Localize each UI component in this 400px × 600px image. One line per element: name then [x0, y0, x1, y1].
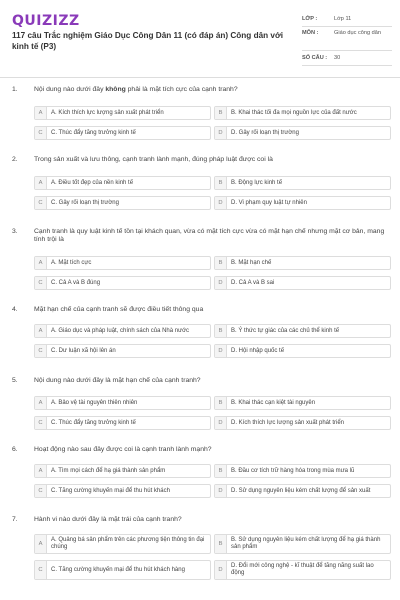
option-text: D. Cả A và B sai [231, 279, 275, 286]
option-d[interactable] [214, 196, 391, 210]
option-letter: B [215, 325, 227, 337]
option-letter: B [215, 465, 227, 477]
meta-value: Giáo dục công dân [334, 30, 381, 36]
option-c[interactable] [34, 196, 211, 210]
option-letter: A [35, 397, 47, 409]
option-b[interactable] [214, 106, 391, 120]
worksheet-title: 117 câu Trắc nghiệm Giáo Dục Công Dân 11 (có đáp án) Công dân với kinh tế (P3) [12, 31, 284, 51]
meta-label: SỐ CÂU : [302, 55, 328, 61]
option-d[interactable] [214, 560, 391, 580]
option-a[interactable] [34, 256, 211, 270]
meta-row-count [302, 51, 392, 66]
meta-value: Lớp 11 [334, 16, 352, 22]
option-text: B. Khai thác cạn kiệt tài nguyên [231, 399, 316, 406]
option-letter: B [215, 257, 227, 269]
question-text: Cạnh tranh là quy luật kinh tế tồn tại khách quan, vừa có mặt tích cực vừa có mặt hạn chế nhưng mặt cơ bản, mang tính trội là [34, 228, 385, 244]
option-a[interactable] [34, 464, 211, 478]
option-text: B. Đầu cơ tích trữ hàng hóa trong mùa mưa lũ [231, 467, 355, 474]
question-number: 6. [12, 446, 18, 453]
option-text: A. Mặt tích cực [51, 259, 92, 266]
option-letter: A [35, 257, 47, 269]
option-text: D. Gây rối loạn thị trường [231, 129, 299, 136]
option-letter: A [35, 535, 47, 553]
question-text: Trong sản xuất và lưu thông, cạnh tranh lành mạnh, đúng pháp luật được coi là [34, 156, 273, 163]
worksheet-meta [302, 14, 392, 66]
option-text: A. Giáo dục và pháp luật, chính sách của Nhà nước [51, 327, 190, 334]
option-b[interactable] [214, 534, 391, 554]
question-text: Nội dung nào dưới đây không phải là mặt tích cực của cạnh tranh? [34, 86, 238, 93]
option-b[interactable] [214, 464, 391, 478]
option-letter: D [215, 417, 227, 429]
meta-row-class [302, 14, 392, 27]
option-text: C. Cả A và B đúng [51, 279, 101, 286]
option-letter: A [35, 465, 47, 477]
option-text: B. Động lực kinh tế [231, 179, 283, 186]
meta-row-subject [302, 27, 392, 51]
option-b[interactable] [214, 256, 391, 270]
option-text: A. Bảo vệ tài nguyên thiên nhiên [51, 399, 138, 406]
option-letter: A [35, 325, 47, 337]
option-d[interactable] [214, 416, 391, 430]
option-letter: C [35, 277, 47, 289]
option-text: C. Gây rối loạn thị trường [51, 199, 119, 206]
option-letter: A [35, 107, 47, 119]
option-letter: C [35, 485, 47, 497]
option-letter: C [35, 417, 47, 429]
question-text: Nội dung nào dưới đây là mặt hạn chế của cạnh tranh? [34, 377, 201, 384]
option-b[interactable] [214, 176, 391, 190]
option-letter: D [215, 197, 227, 209]
meta-label: LỚP : [302, 16, 318, 22]
option-letter: D [215, 485, 227, 497]
option-d[interactable] [214, 276, 391, 290]
option-d[interactable] [214, 484, 391, 498]
option-text: A. Tìm mọi cách để hạ giá thành sản phẩm [51, 467, 166, 474]
option-b[interactable] [214, 324, 391, 338]
question-number: 1. [12, 86, 18, 93]
option-text: A. Kích thích lực lượng sản xuất phát triển [51, 109, 164, 116]
option-text: C. Thúc đẩy tăng trưởng kinh tế [51, 419, 136, 426]
question-text: Hành vi nào dưới đây là mặt trái của cạnh tranh? [34, 516, 182, 523]
option-letter: B [215, 107, 227, 119]
option-d[interactable] [214, 126, 391, 140]
option-text: B. Sử dụng nguyên liệu kém chất lượng để hạ giá thành sản phẩm [231, 537, 381, 550]
option-text: D. Kích thích lực lượng sản xuất phát triển [231, 419, 345, 426]
option-letter: C [35, 127, 47, 139]
option-c[interactable] [34, 416, 211, 430]
option-letter: D [215, 127, 227, 139]
option-text: C. Thúc đẩy tăng trưởng kinh tế [51, 129, 136, 136]
option-letter: B [215, 397, 227, 409]
option-a[interactable] [34, 534, 211, 554]
question-number: 5. [12, 377, 18, 384]
option-text: C. Tăng cường khuyến mại để thu hút khách hàng [51, 566, 185, 573]
quizizz-logo: QUIZIZZ [12, 13, 80, 29]
option-letter: D [215, 277, 227, 289]
question-text: Mặt hạn chế của cạnh tranh sẽ được điều tiết thông qua [34, 306, 204, 313]
option-text: D. Đổi mới công nghệ - kĩ thuật để tăng năng suất lao động [231, 563, 374, 576]
option-text: B. Khai thác tối đa mọi nguồn lực của đất nước [231, 109, 357, 116]
question-number: 2. [12, 156, 18, 163]
option-text: D. Sử dụng nguyên liệu kém chất lượng để sản xuất [231, 487, 371, 494]
option-text: D. Hội nhập quốc tế [231, 347, 285, 354]
option-c[interactable] [34, 126, 211, 140]
option-letter: D [215, 345, 227, 357]
question-number: 4. [12, 306, 18, 313]
worksheet-header [0, 0, 400, 78]
option-d[interactable] [214, 344, 391, 358]
option-text: B. Ý thức tự giác của các chủ thể kinh tế [231, 327, 340, 334]
question-text: Hoạt động nào sau đây được coi là cạnh tranh lành mạnh? [34, 446, 212, 453]
meta-value: 30 [334, 55, 341, 61]
option-a[interactable] [34, 324, 211, 338]
meta-label: MÔN : [302, 30, 319, 36]
option-c[interactable] [34, 276, 211, 290]
option-letter: D [215, 561, 227, 579]
question-number: 7. [12, 516, 18, 523]
option-letter: B [215, 535, 227, 553]
option-letter: B [215, 177, 227, 189]
option-a[interactable] [34, 176, 211, 190]
option-letter: A [35, 177, 47, 189]
question-number: 3. [12, 228, 18, 235]
option-text: B. Mặt hạn chế [231, 259, 272, 266]
option-letter: C [35, 197, 47, 209]
option-b[interactable] [214, 396, 391, 410]
option-text: A. Điều tốt đẹp của nền kinh tế [51, 179, 134, 186]
option-letter: C [35, 561, 47, 579]
option-c[interactable] [34, 344, 211, 358]
option-a[interactable] [34, 396, 211, 410]
option-a[interactable] [34, 106, 211, 120]
option-c[interactable] [34, 560, 211, 580]
option-c[interactable] [34, 484, 211, 498]
option-letter: C [35, 345, 47, 357]
option-text: C. Dư luận xã hội lên án [51, 347, 116, 354]
option-text: A. Quảng bá sản phẩm trên các phương tiện thông tin đại chúng [51, 537, 205, 550]
emphasis: không [105, 86, 126, 93]
option-text: D. Vi phạm quy luật tự nhiên [231, 199, 307, 206]
option-text: C. Tăng cường khuyến mại để thu hút khách [51, 487, 170, 494]
